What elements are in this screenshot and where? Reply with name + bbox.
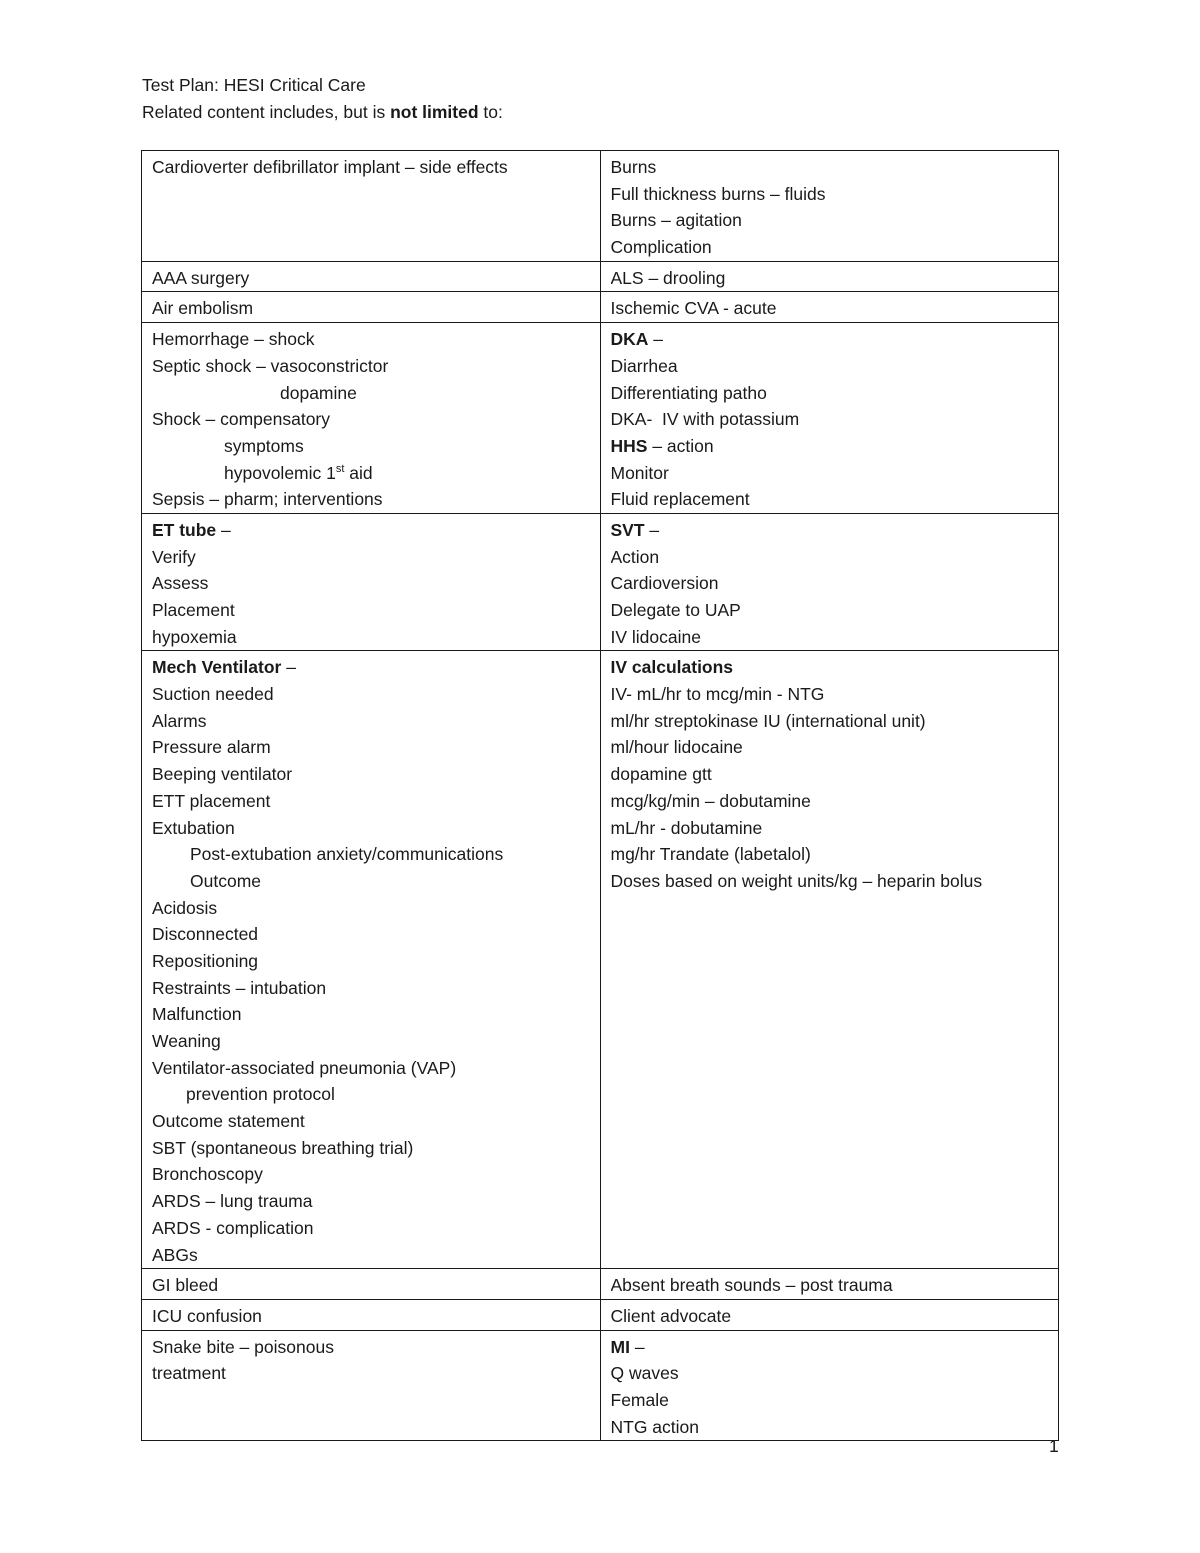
topic-text: IV- mL/hr to mcg/min - NTG: [610, 684, 825, 705]
topic-line: [152, 624, 590, 651]
topic-line: [611, 761, 1049, 788]
topic-line: [152, 681, 590, 708]
ordinal-superscript: st: [335, 462, 345, 475]
topic-line: [152, 841, 590, 868]
topic-line: [152, 1161, 590, 1188]
topic-line: [152, 734, 590, 761]
topic-line: [152, 1028, 590, 1055]
topic-text: Beeping ventilator: [152, 764, 293, 785]
topic-line: [152, 1272, 590, 1299]
table-row: [142, 261, 1059, 292]
topic-line: [152, 1242, 590, 1269]
topic-line: [152, 517, 590, 544]
table-row: [142, 1269, 1059, 1300]
topic-text: dopamine gtt: [610, 764, 712, 785]
right-topic-cell: [600, 1330, 1059, 1441]
test-plan-table-body: [142, 151, 1059, 1441]
right-topic-cell: [600, 323, 1059, 514]
topic-line: [611, 1414, 1049, 1441]
topic-line: [152, 868, 590, 895]
topic-text: Shock – compensatory: [152, 409, 331, 430]
topic-text: hypovolemic 1: [224, 462, 336, 483]
topic-text: Post-extubation anxiety/communications: [190, 844, 504, 865]
topic-text: Snake bite – poisonous: [152, 1336, 334, 1357]
topic-text: symptoms: [224, 435, 304, 456]
topic-line: [152, 895, 590, 922]
topic-line: [611, 517, 1049, 544]
topic-text: Alarms: [152, 710, 207, 731]
topic-line: [611, 433, 1049, 460]
topic-text: Extubation: [152, 817, 235, 838]
topic-line: [152, 406, 590, 433]
table-row: [142, 323, 1059, 514]
topic-line: [611, 788, 1049, 815]
table-row: [142, 1299, 1059, 1330]
topic-line: [152, 1360, 590, 1387]
topic-text: Hemorrhage – shock: [152, 329, 315, 350]
left-topic-cell: [142, 1330, 601, 1441]
topic-line: [152, 154, 590, 181]
topic-text-suffix: aid: [344, 462, 373, 483]
topic-text: Q waves: [610, 1363, 679, 1384]
topic-text: dopamine: [280, 382, 357, 403]
topic-line: [611, 1334, 1049, 1361]
topic-text: –: [644, 519, 660, 540]
topic-line: [611, 868, 1049, 895]
right-topic-cell: [600, 1269, 1059, 1300]
topic-heading: DKA: [610, 329, 649, 350]
topic-text: prevention protocol: [186, 1084, 335, 1105]
right-topic-cell: [600, 261, 1059, 292]
topic-line: [611, 154, 1049, 181]
right-topic-cell: [600, 513, 1059, 650]
topic-line: [611, 570, 1049, 597]
topic-text: Ventilator-associated pneumonia (VAP): [152, 1057, 457, 1078]
right-topic-cell: [600, 651, 1059, 1269]
topic-text: mL/hr - dobutamine: [610, 817, 763, 838]
topic-line: [152, 1135, 590, 1162]
topic-heading: MI: [610, 1336, 630, 1357]
topic-text: Disconnected: [152, 924, 259, 945]
topic-text: DKA- IV with potassium: [610, 409, 800, 430]
topic-line: [611, 326, 1049, 353]
topic-line: [611, 486, 1049, 513]
page-number: 1: [1049, 1436, 1059, 1456]
topic-line: [611, 460, 1049, 487]
topic-text: Burns: [610, 157, 657, 177]
topic-line: [611, 207, 1049, 234]
topic-line: [611, 544, 1049, 571]
topic-line: [152, 544, 590, 571]
topic-line: [152, 353, 590, 380]
subtitle-prefix: Related content includes, but is: [142, 102, 391, 122]
topic-line: [611, 654, 1049, 681]
topic-line: [152, 460, 590, 487]
topic-text: Female: [610, 1389, 669, 1410]
topic-line: [611, 841, 1049, 868]
topic-line: [611, 380, 1049, 407]
topic-text: Fluid replacement: [610, 489, 750, 510]
topic-line: [152, 570, 590, 597]
topic-text: ARDS - complication: [152, 1217, 314, 1238]
topic-line: [152, 654, 590, 681]
topic-text: Restraints – intubation: [152, 977, 327, 998]
left-topic-cell: [142, 1269, 601, 1300]
topic-text: – action: [647, 435, 714, 456]
topic-text: Delegate to UAP: [610, 600, 741, 620]
topic-heading: IV calculations: [610, 657, 734, 678]
topic-text: Assess: [152, 573, 209, 594]
topic-text: ABGs: [152, 1244, 198, 1265]
left-topic-cell: [142, 261, 601, 292]
left-topic-cell: [142, 1299, 601, 1330]
document-subtitle: [142, 101, 503, 123]
topic-line: [611, 234, 1049, 261]
topic-line: [611, 181, 1049, 208]
topic-text: ALS – drooling: [610, 267, 726, 288]
table-row: [142, 651, 1059, 1269]
topic-line: [152, 380, 590, 407]
topic-text: Sepsis – pharm; interventions: [152, 489, 383, 510]
topic-line: [152, 1334, 590, 1361]
topic-line: [152, 948, 590, 975]
left-topic-cell: [142, 651, 601, 1269]
topic-text: Client advocate: [610, 1305, 732, 1326]
topic-text: treatment: [152, 1363, 226, 1384]
topic-text: –: [629, 1336, 645, 1357]
topic-line: [611, 353, 1049, 380]
left-topic-cell: [142, 151, 601, 262]
topic-line: [152, 597, 590, 624]
topic-text: Cardioversion: [610, 573, 719, 594]
topic-line: [611, 597, 1049, 624]
topic-line: [152, 788, 590, 815]
topic-text: Absent breath sounds – post trauma: [610, 1275, 893, 1296]
topic-text: mcg/kg/min – dobutamine: [610, 790, 811, 811]
topic-text: Bronchoscopy: [152, 1164, 263, 1185]
topic-line: [611, 1360, 1049, 1387]
topic-line: [611, 624, 1049, 651]
left-topic-cell: [142, 323, 601, 514]
topic-line: [152, 1001, 590, 1028]
topic-text: Complication: [610, 237, 712, 258]
topic-text: Malfunction: [152, 1004, 242, 1025]
topic-line: [611, 1272, 1049, 1299]
topic-text: Weaning: [152, 1031, 221, 1051]
topic-text: AAA surgery: [152, 267, 250, 288]
topic-line: [152, 486, 590, 513]
topic-line: [611, 1387, 1049, 1414]
topic-text: Diarrhea: [610, 355, 678, 376]
topic-text: ml/hour lidocaine: [610, 737, 743, 758]
topic-text: mg/hr Trandate (labetalol): [610, 844, 811, 865]
topic-line: [152, 1055, 590, 1082]
topic-line: [611, 295, 1049, 322]
topic-text: ARDS – lung trauma: [152, 1191, 313, 1212]
topic-line: [611, 406, 1049, 433]
topic-line: [611, 265, 1049, 292]
topic-text: Outcome: [190, 870, 261, 891]
right-topic-cell: [600, 151, 1059, 262]
topic-text: Burns – agitation: [610, 210, 742, 231]
topic-text: Verify: [152, 546, 196, 567]
table-row: [142, 513, 1059, 650]
topic-text: Differentiating patho: [610, 382, 767, 403]
topic-text: –: [281, 657, 296, 678]
document-title: Test Plan: HESI Critical Care: [142, 75, 366, 95]
topic-line: [611, 815, 1049, 842]
topic-heading: HHS: [610, 435, 648, 456]
topic-line: [152, 265, 590, 292]
topic-text: NTG action: [610, 1416, 699, 1437]
topic-text: Outcome statement: [152, 1111, 305, 1132]
topic-text: Monitor: [610, 462, 669, 483]
table-row: [142, 1330, 1059, 1441]
left-topic-cell: [142, 513, 601, 650]
topic-line: [611, 734, 1049, 761]
topic-line: [611, 708, 1049, 735]
topic-text: Air embolism: [152, 298, 254, 319]
topic-heading: ET tube: [152, 519, 217, 540]
topic-text: SBT (spontaneous breathing trial): [152, 1137, 414, 1158]
topic-text: –: [648, 329, 664, 350]
topic-text: Cardioverter defibrillator implant – side effects: [152, 157, 508, 177]
topic-text: Acidosis: [152, 897, 218, 918]
topic-text: IV lidocaine: [610, 626, 701, 647]
topic-text: hypoxemia: [152, 626, 237, 647]
topic-line: [152, 295, 590, 322]
test-plan-table: [141, 150, 1059, 1441]
topic-line: [152, 708, 590, 735]
topic-line: [152, 326, 590, 353]
topic-text: GI bleed: [152, 1275, 219, 1296]
topic-line: [152, 1081, 590, 1108]
topic-line: [152, 921, 590, 948]
topic-text: Ischemic CVA - acute: [610, 298, 777, 319]
subtitle-suffix: to:: [478, 102, 503, 122]
topic-text: –: [216, 519, 231, 540]
topic-text: ICU confusion: [152, 1305, 262, 1326]
topic-text: ml/hr streptokinase IU (international unit): [610, 710, 926, 731]
topic-line: [611, 1303, 1049, 1330]
topic-line: [152, 1215, 590, 1242]
topic-text: Doses based on weight units/kg – heparin bolus: [610, 870, 983, 891]
topic-line: [152, 975, 590, 1002]
topic-text: Septic shock – vasoconstrictor: [152, 355, 389, 376]
topic-line: [152, 1188, 590, 1215]
topic-text: Full thickness burns – fluids: [610, 183, 826, 204]
right-topic-cell: [600, 292, 1059, 323]
topic-heading: SVT: [610, 519, 645, 540]
topic-text: ETT placement: [152, 790, 271, 811]
topic-line: [152, 433, 590, 460]
topic-line: [152, 1303, 590, 1330]
topic-text: Action: [610, 546, 660, 567]
topic-text: Repositioning: [152, 950, 259, 971]
topic-heading: Mech Ventilator: [152, 657, 282, 678]
topic-line: [152, 815, 590, 842]
topic-line: [152, 761, 590, 788]
table-row: [142, 151, 1059, 262]
topic-text: Pressure alarm: [152, 737, 271, 758]
topic-line: [611, 681, 1049, 708]
right-topic-cell: [600, 1299, 1059, 1330]
topic-text: Suction needed: [152, 684, 274, 705]
topic-text: Placement: [152, 600, 235, 620]
topic-line: [152, 1108, 590, 1135]
table-row: [142, 292, 1059, 323]
left-topic-cell: [142, 292, 601, 323]
subtitle-emphasis: not limited: [390, 102, 479, 122]
